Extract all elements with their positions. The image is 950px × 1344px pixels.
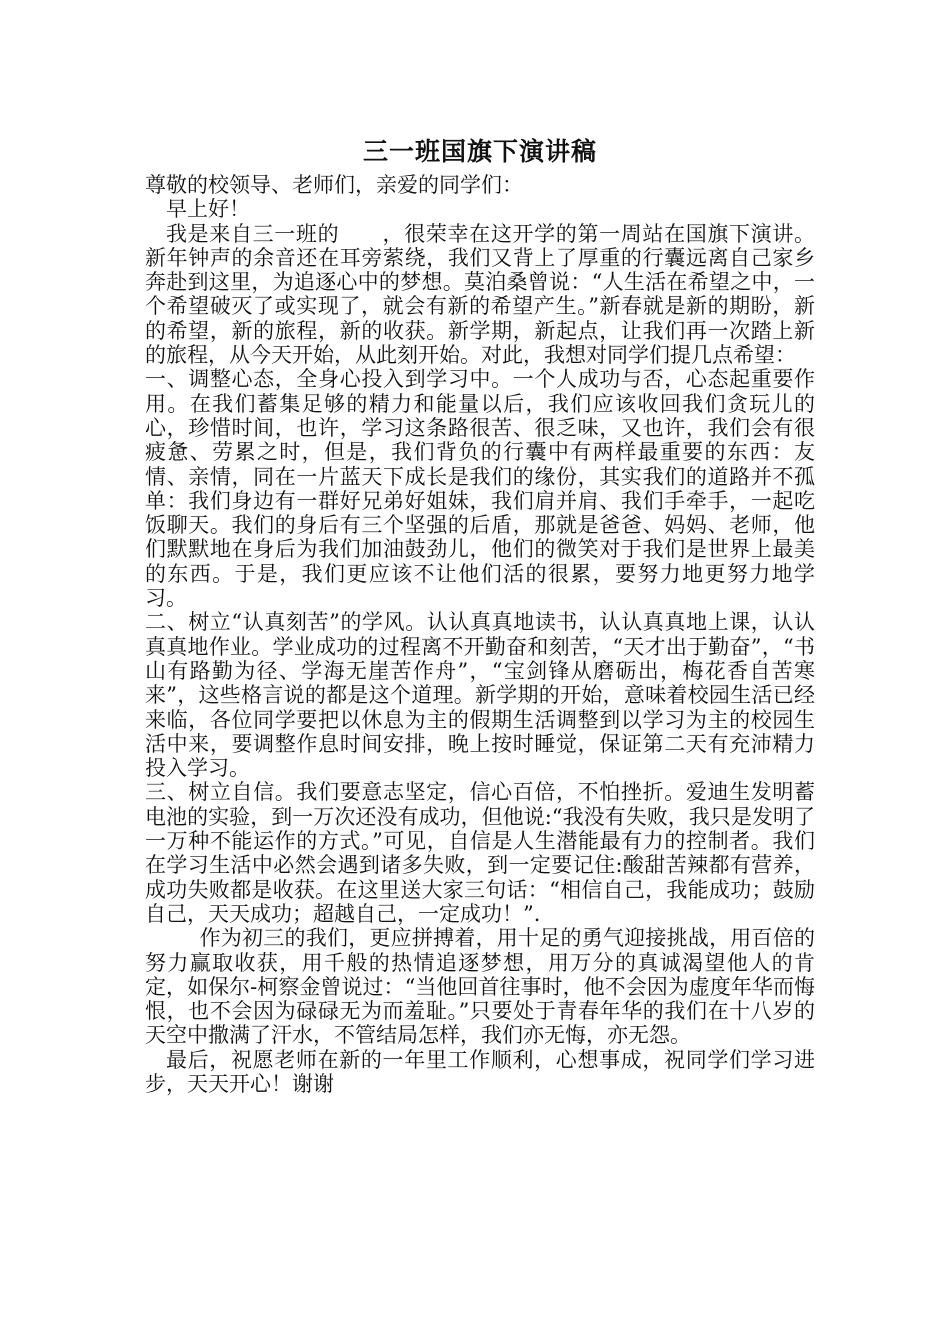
intro-paragraph: 我是来自三一班的 ，很荣幸在这开学的第一周站在国旗下演讲。新年钟声的余音还在耳旁萦绕，我们又背上了厚重的行囊远离自己家乡奔赴到这里，为追逐心中的梦想。莫泊桑曾说：“人生活在希望之中，一个希望破灭了或实现了，就会有新的希望产生。”新春就是新的期盼，新的希望，新的旅程，新的收获。新学期，新起点，让我们再一次踏上新的旅程，从今天开始，从此刻开始。对此，我想对同学们提几点希望： xyxy=(145,221,815,368)
document-title: 三一班国旗下演讲稿 xyxy=(362,137,597,166)
point-one-paragraph: 一、调整心态，全身心投入到学习中。一个人成功与否，心态起重要作用。在我们蓄集足够的精力和能量以后，我们应该收回我们贪玩儿的心，珍惜时间，也许，学习这条路很苦、很乏味，又也许，我们会有很疲惫、劳累之时，但是，我们背负的行囊中有两样最重要的东西：友情、亲情，同在一片蓝天下成长是我们的缘份，其实我们的道路并不孤单：我们身边有一群好兄弟好姐妹，我们肩并肩、我们手牵手，一起吃饭聊天。我们的身后有三个坚强的后盾，那就是爸爸、妈妈、老师，他们默默地在身后为我们加油鼓劲儿，他们的微笑对于我们是世界上最美的东西。于是，我们更应该不让他们活的很累，要努力地更努力地学习。 xyxy=(145,367,815,611)
encouragement-paragraph: 作为初三的我们，更应拼搏着，用十足的勇气迎接挑战，用百倍的努力赢取收获，用千般的热情追逐梦想，用万分的真诚渴望他人的肯定，如保尔-柯察金曾说过：“当他回首往事时，他不会因为虚度年华而悔恨，也不会因为碌碌无为而羞耻。”只要处于青春年华的我们在十八岁的天空中撒满了汗水，不管结局怎样，我们亦无悔，亦无怨。 xyxy=(145,926,815,1048)
closing-paragraph: 最后，祝愿老师在新的一年里工作顺利，心想事成，祝同学们学习进步，天天开心！谢谢 xyxy=(145,1047,815,1096)
point-two-paragraph: 二、树立“认真刻苦”的学风。认认真真地读书，认认真真地上课，认认真真地作业。学业成功的过程离不开勤奋和刻苦，“天才出于勤奋”，“书山有路勤为径、学海无崖苦作舟”，“宝剑锋从磨砺出，梅花香自苦寒来”，这些格言说的都是这个道理。新学期的开始，意味着校园生活已经来临，各位同学要把以休息为主的假期生活调整到以学习为主的校园生活中来，要调整作息时间安排，晚上按时睡觉，保证第二天有充沛精力投入学习。 xyxy=(145,610,815,781)
greeting: 早上好！ xyxy=(166,197,250,222)
salutation: 尊敬的校领导、老师们，亲爱的同学们： xyxy=(145,173,523,197)
document-body xyxy=(145,135,815,1096)
point-three-paragraph: 三、树立自信。我们要意志坚定，信心百倍，不怕挫折。爱迪生发明蓄电池的实验，到一万次还没有成功，但他说:“我没有失败，我只是发明了一万种不能运作的方式。”可见，自信是人生潜能最有力的控制者。我们在学习生活中必然会遇到诸多失败，到一定要记住:酸甜苦辣都有营养，成功失败都是收获。在这里送大家三句话：“相信自己，我能成功；鼓励自己，天天成功；超越自己，一定成功！”. xyxy=(145,780,815,926)
